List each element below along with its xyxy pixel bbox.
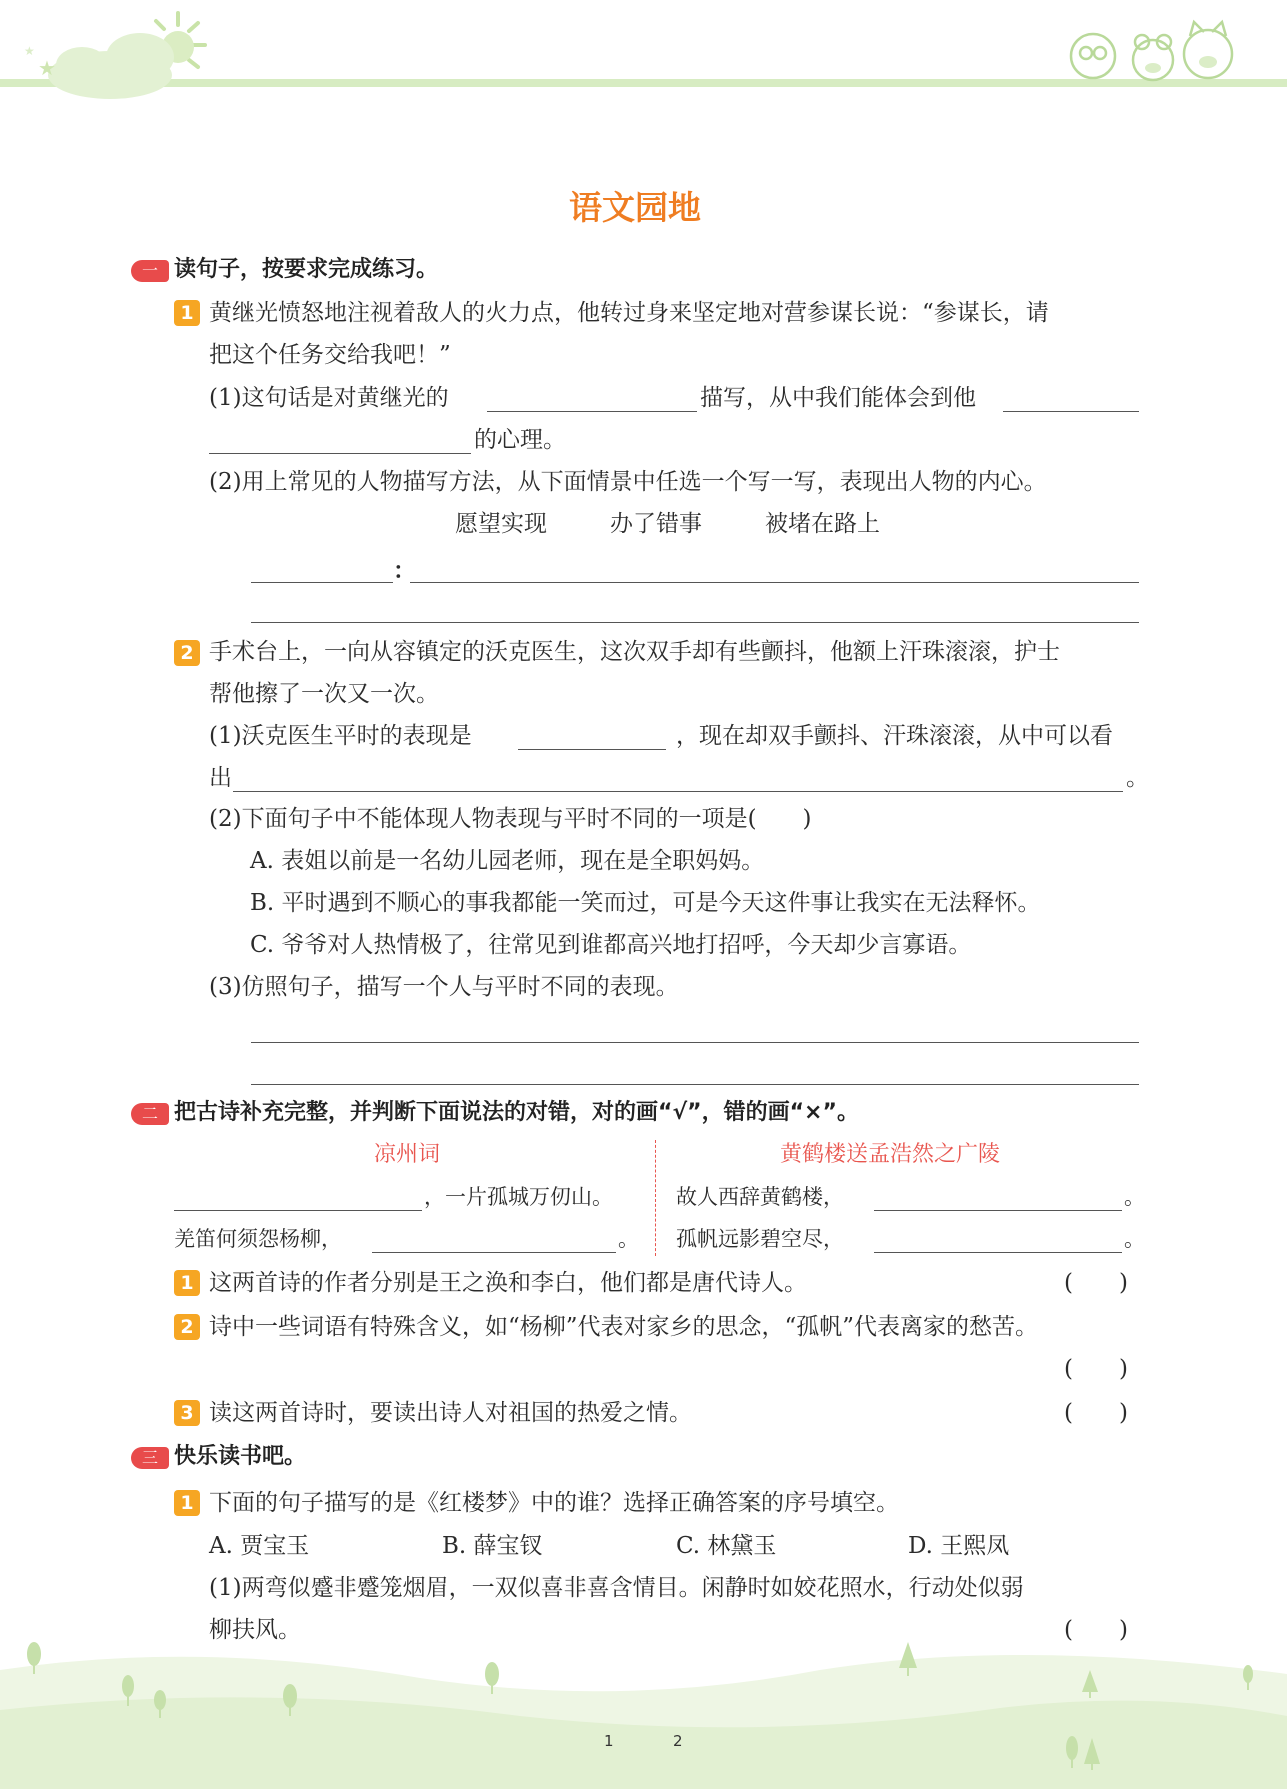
section3-question1-number: 1 [174, 1490, 200, 1516]
character-option-b: B. 薛宝钗 [442, 1533, 543, 1559]
page-title: 语文园地 [569, 188, 701, 227]
section3-badge-label: 三 [141, 1448, 158, 1467]
sun-cloud-decoration [20, 5, 210, 105]
question2-part1-blank1[interactable] [518, 749, 666, 750]
poem-divider [655, 1140, 656, 1256]
page-number-left: 1 [604, 1732, 614, 1750]
section3-badge [131, 1447, 169, 1469]
scenario-option-2: 办了错事 [610, 511, 702, 537]
judgement2-answer[interactable]: ( ) [1064, 1356, 1128, 1382]
question1-part1-blank1[interactable] [487, 411, 697, 412]
judgement2-text: 诗中一些词语有特殊含义，如“杨柳”代表对家乡的思念，“孤帆”代表离家的愁苦。 [209, 1314, 1039, 1340]
scenario-option-1: 愿望实现 [455, 511, 547, 537]
bottom-hills-decoration [0, 1630, 1287, 1789]
section3-part1-line2: 柳扶风。 [209, 1617, 301, 1643]
question1-line2: 把这个任务交给我吧！” [209, 342, 451, 368]
poem1-line1-end: ，一片孤城万仞山。 [424, 1185, 613, 1209]
section2-badge [131, 1103, 169, 1125]
section1-title: 读句子，按要求完成练习。 [174, 257, 439, 282]
question2-part1-text-c: 出 [209, 765, 232, 791]
scenario-choice-blank[interactable] [251, 582, 393, 583]
poem2-title: 黄鹤楼送孟浩然之广陵 [780, 1142, 1001, 1167]
writing-line-1[interactable] [410, 582, 1139, 583]
scenario-option-3: 被堵在路上 [765, 511, 880, 537]
question2-part1-end: 。 [1126, 765, 1149, 791]
svg-text:★: ★ [38, 56, 56, 80]
section3-question1-text: 下面的句子描写的是《红楼梦》中的谁？选择正确答案的序号填空。 [209, 1490, 899, 1516]
judgement2-number: 2 [174, 1314, 200, 1340]
svg-text:★: ★ [24, 44, 35, 58]
poem1-blank1[interactable] [174, 1210, 422, 1211]
choice-a: A. 表姐以前是一名幼儿园老师，现在是全职妈妈。 [250, 848, 765, 874]
question2-part2-text: (2)下面句子中不能体现人物表现与平时不同的一项是( ) [209, 806, 812, 832]
character-option-a: A. 贾宝玉 [209, 1533, 310, 1559]
section1-badge-label: 一 [141, 261, 158, 280]
judgement1-text: 这两首诗的作者分别是王之涣和李白，他们都是唐代诗人。 [209, 1270, 807, 1296]
colon: ： [393, 557, 416, 584]
question1-part1-blank3[interactable] [209, 453, 471, 454]
writing-line-3[interactable] [251, 1042, 1139, 1043]
poem1-line2-end: 。 [618, 1227, 639, 1251]
question1-number: 1 [174, 300, 200, 326]
poem1-line2-start: 羌笛何须怨杨柳， [174, 1227, 342, 1251]
poem2-line2-end: 。 [1124, 1227, 1145, 1251]
question2-number: 2 [174, 640, 200, 666]
section2-title: 把古诗补充完整，并判断下面说法的对错，对的画“√”，错的画“×”。 [174, 1100, 859, 1125]
poem1-title: 凉州词 [374, 1142, 441, 1167]
question1-part2-text: (2)用上常见的人物描写方法，从下面情景中任选一个写一写，表现出人物的内心。 [209, 469, 1047, 495]
question2-part3-text: (3)仿照句子，描写一个人与平时不同的表现。 [209, 974, 679, 1000]
poem2-blank2[interactable] [874, 1252, 1122, 1253]
judgement1-answer[interactable]: ( ) [1064, 1270, 1128, 1296]
choice-c: C. 爷爷对人热情极了，往常见到谁都高兴地打招呼，今天却少言寡语。 [250, 932, 972, 958]
question2-part1-text-b: ，现在却双手颤抖、汗珠滚滚，从中可以看 [676, 723, 1113, 749]
poem2-line2-start: 孤帆远影碧空尽， [676, 1227, 844, 1251]
question1-part1-text-c: 的心理。 [474, 427, 566, 453]
judgement3-text: 读这两首诗时，要读出诗人对祖国的热爱之情。 [209, 1400, 692, 1426]
writing-line-2[interactable] [251, 622, 1139, 623]
question2-line2: 帮他擦了一次又一次。 [209, 681, 439, 707]
section3-part1-line1: (1)两弯似蹙非蹙笼烟眉，一双似喜非喜含情目。闲静时如姣花照水，行动处似弱 [209, 1575, 1024, 1601]
poem2-line1-end: 。 [1124, 1185, 1145, 1209]
poem2-line1-start: 故人西辞黄鹤楼， [676, 1185, 844, 1209]
question2-line1: 手术台上，一向从容镇定的沃克医生，这次双手却有些颤抖，他额上汗珠滚滚，护士 [209, 639, 1060, 665]
page-number-right: 2 [673, 1732, 683, 1750]
judgement3-number: 3 [174, 1400, 200, 1426]
question1-part1-text-a: (1)这句话是对黄继光的 [209, 385, 449, 411]
question2-part1-text-a: (1)沃克医生平时的表现是 [209, 723, 472, 749]
animal-faces-decoration [1058, 18, 1258, 86]
section3-part1-answer[interactable]: ( ) [1064, 1617, 1128, 1643]
poem2-blank1[interactable] [874, 1210, 1122, 1211]
poem1-blank2[interactable] [372, 1252, 616, 1253]
judgement1-number: 1 [174, 1270, 200, 1296]
section2-badge-label: 二 [141, 1104, 158, 1123]
character-option-d: D. 王熙凤 [908, 1533, 1010, 1559]
choice-b: B. 平时遇到不顺心的事我都能一笑而过，可是今天这件事让我实在无法释怀。 [250, 890, 1041, 916]
character-option-c: C. 林黛玉 [676, 1533, 777, 1559]
judgement3-answer[interactable]: ( ) [1064, 1400, 1128, 1426]
question1-part1-blank2[interactable] [1003, 411, 1139, 412]
question2-part1-blank2[interactable] [233, 791, 1123, 792]
question1-part1-text-b: 描写，从中我们能体会到他 [700, 385, 976, 411]
section1-badge [131, 260, 169, 282]
section3-title: 快乐读书吧。 [174, 1444, 307, 1469]
question1-line1: 黄继光愤怒地注视着敌人的火力点，他转过身来坚定地对营参谋长说：“参谋长，请 [209, 300, 1049, 326]
writing-line-4[interactable] [251, 1084, 1139, 1085]
